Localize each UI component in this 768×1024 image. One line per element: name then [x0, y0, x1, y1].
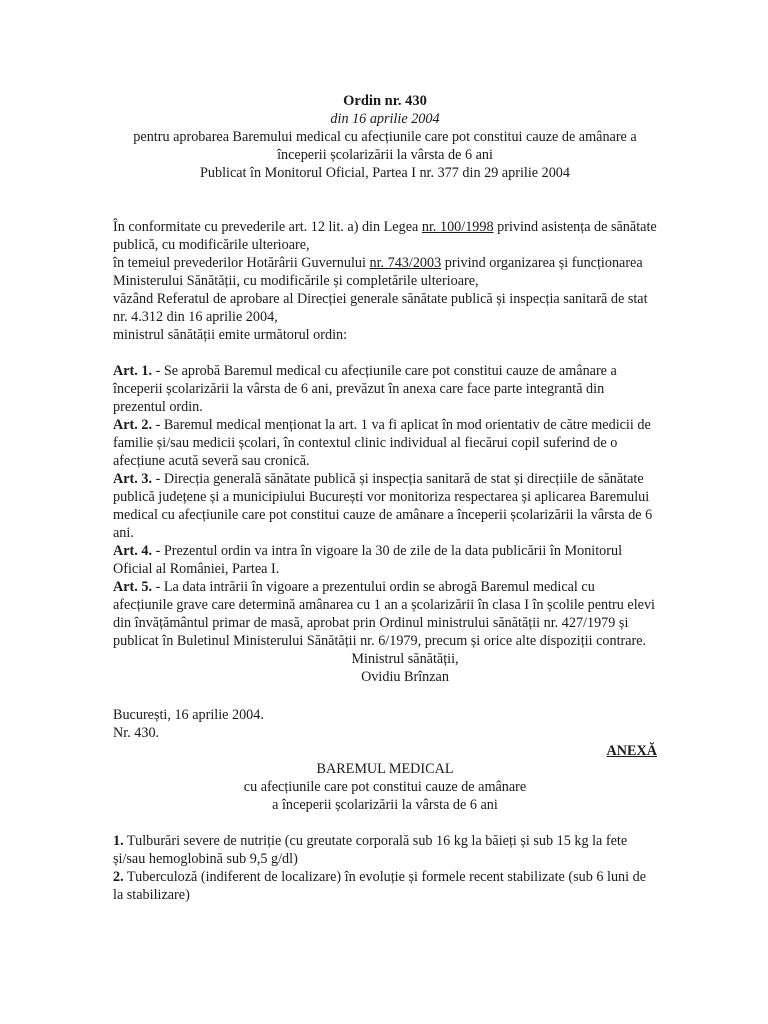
annex-item-1: 1. Tulburări severe de nutriție (cu greutate corporală sub 16 kg la băieți și sub 15 kg la fete și/sau hemoglobină sub 9,5 g/dl): [113, 833, 628, 867]
item-number: 1.: [113, 833, 124, 849]
preamble-paragraph-2: în temeiul prevederilor Hotărârii Guvernului nr. 743/2003 privind organizarea și funcționarea Ministerului Sănătății, cu modificările și completările ulterioare,: [113, 255, 643, 289]
document-title: Ordin nr. 430: [343, 93, 427, 109]
article-label: Art. 5.: [113, 579, 153, 595]
document-subject-line-1: pentru aprobarea Baremului medical cu afecțiunile care pot constitui cauze de amânare a: [133, 129, 637, 145]
document-page: [113, 92, 657, 904]
article-5: Art. 5. - La data intrării în vigoare a prezentului ordin se abrogă Baremul medical cu afecțiunile grave care determină amânarea cu 1 an a școlarizării în clasa I în școlile pentru elevi din învățământul primar de masă, aprobat prin Ordinul ministrului sănătății nr. 427/1979 și publicat în Buletinul Ministerului Sănătății nr. 6/1979, precum și orice alte dispoziții contrare.: [113, 579, 655, 649]
preamble-paragraph-1: În conformitate cu prevederile art. 12 lit. a) din Legea nr. 100/1998 privind asistența de sănătate publică, cu modificările ulterioare,: [113, 219, 657, 253]
annex-item-2: 2. Tuberculoză (indiferent de localizare) în evoluție și formele recent stabilizate (sub 6 luni de la stabilizare): [113, 869, 647, 903]
decision-link[interactable]: nr. 743/2003: [369, 255, 442, 271]
article-label: Art. 2.: [113, 417, 153, 433]
document-number: Nr. 430.: [113, 725, 160, 741]
annex-title: BAREMUL MEDICAL: [316, 761, 454, 777]
place-date: București, 16 aprilie 2004.: [113, 707, 264, 723]
law-link[interactable]: nr. 100/1998: [421, 219, 494, 235]
annex-subtitle-2: a începerii școlarizării la vârsta de 6 ani: [272, 797, 498, 813]
article-label: Art. 4.: [113, 543, 153, 559]
article-3: Art. 3. - Direcția generală sănătate publică și inspecția sanitară de stat și direcțiile de sănătate publică județene și a municipiului București vor monitoriza respectarea și aplicarea Baremului medical cu afecțiunile care pot constitui cauze de amânare a începerii școlarizării la vârsta de 6 ani.: [113, 471, 653, 541]
article-1: Art. 1. - Se aprobă Baremul medical cu afecțiunile care pot constitui cauze de amânare a începerii școlarizării la vârsta de 6 ani, prevăzut în anexa care face parte integrantă din prezentul ordin.: [113, 363, 617, 415]
signature-name: Ovidiu Brînzan: [361, 669, 449, 685]
article-2: Art. 2. - Baremul medical menționat la art. 1 va fi aplicat în mod orientativ de către medicii de familie și/sau medicii școlari, în contextul clinic individual al fiecărui copil suferind de o afecțiune acută severă sau cronică.: [113, 417, 651, 469]
document-date: din 16 aprilie 2004: [330, 111, 440, 127]
signature-role: Ministrul sănătății,: [351, 651, 459, 667]
article-4: Art. 4. - Prezentul ordin va intra în vigoare la 30 de zile de la data publicării în Monitorul Oficial al României, Partea I.: [113, 543, 623, 577]
annex-label: ANEXĂ: [606, 743, 657, 759]
article-label: Art. 3.: [113, 471, 153, 487]
annex-subtitle-1: cu afecțiunile care pot constitui cauze de amânare: [243, 779, 527, 795]
preamble-paragraph-3: văzând Referatul de aprobare al Direcției generale sănătate publică și inspecția sanitară de stat nr. 4.312 din 16 aprilie 2004,: [113, 291, 648, 325]
article-label: Art. 1.: [113, 363, 153, 379]
preamble-paragraph-4: ministrul sănătății emite următorul ordin:: [113, 327, 348, 343]
publication-info: Publicat în Monitorul Oficial, Partea I nr. 377 din 29 aprilie 2004: [200, 165, 570, 181]
document-subject-line-2: începerii școlarizării la vârsta de 6 ani: [277, 147, 493, 163]
item-number: 2.: [113, 869, 124, 885]
